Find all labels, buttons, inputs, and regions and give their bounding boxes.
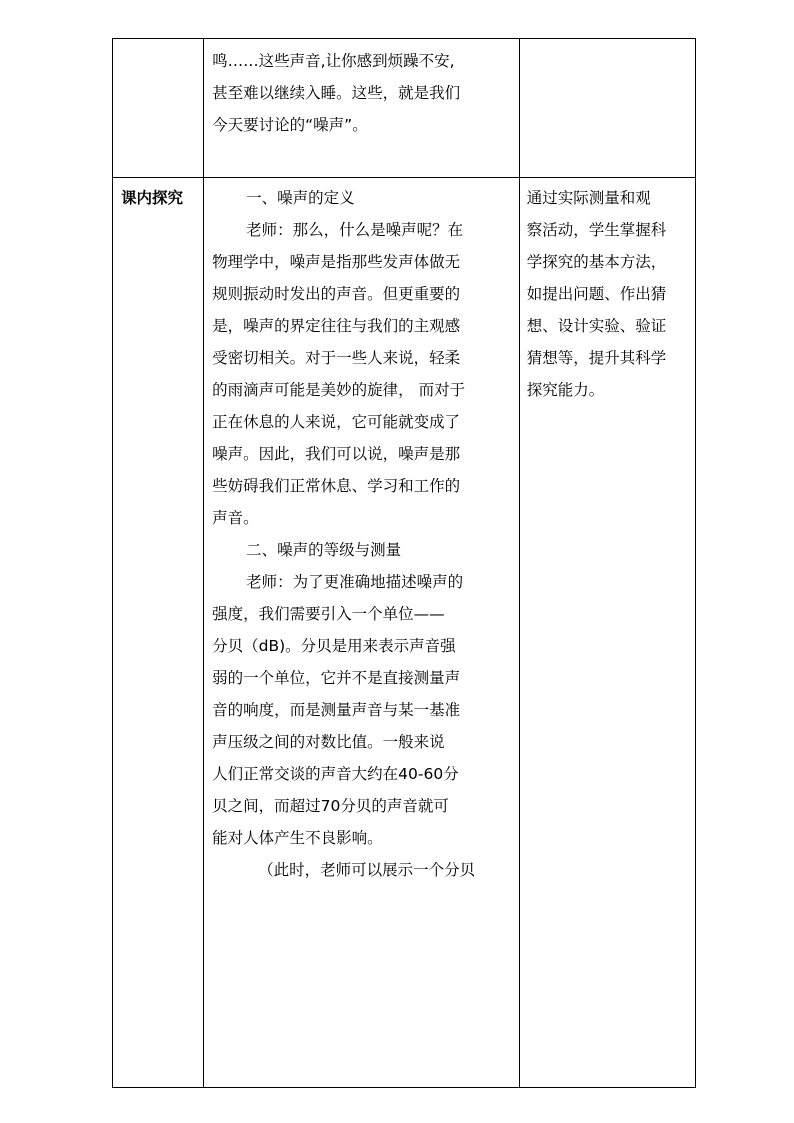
text-line: 分贝（dB)。分贝是用来表示声音强 (212, 637, 456, 655)
explore-label-cell (113, 178, 204, 1088)
explore-goal (520, 182, 695, 406)
goal-line: 通过实际测量和观 (526, 189, 651, 207)
text-line: 老师：那么，什么是噪声呢？在 (246, 221, 464, 239)
text-line: 今天要讨论的“噪声”。 (212, 116, 368, 134)
goal-line: 探究能力。 (526, 381, 605, 399)
text-line: 人们正常交谈的声音大约在40-60分 (212, 765, 459, 783)
section-label: 课内探究 (121, 189, 184, 207)
table-row-explore (113, 178, 696, 1088)
intro-goal-cell (519, 39, 695, 178)
heading-definition: 一、噪声的定义 (246, 189, 355, 207)
intro-label (113, 39, 203, 177)
text-line: 鸣……这些声音,让你感到烦躁不安, (212, 52, 455, 70)
goal-line: 想、设计实验、验证 (526, 317, 667, 335)
text-line: 噪声。因此，我们可以说，噪声是那 (212, 445, 461, 463)
text-line: 贝之间，而超过70分贝的声音就可 (212, 797, 449, 815)
explore-goal-cell (519, 178, 695, 1088)
goal-line: 猜想等，提升其科学 (526, 349, 667, 367)
goal-line: 察活动，学生掌握科 (526, 221, 667, 239)
table-row-intro (113, 39, 696, 178)
heading-measurement: 二、噪声的等级与测量 (246, 541, 402, 559)
text-line: 受密切相关。对于一些人来说，轻柔 (212, 349, 461, 367)
text-line: 能对人体产生不良影响。 (212, 829, 383, 847)
text-line: 物理学中，噪声是指那些发声体做无 (212, 253, 461, 271)
text-line: 声音。 (212, 509, 259, 527)
intro-label-cell (113, 39, 204, 178)
text-line: 声压级之间的对数比值。一般来说 (212, 733, 445, 751)
text-line: 弱的一个单位，它并不是直接测量声 (212, 669, 461, 687)
lesson-plan-table (112, 38, 696, 1088)
explore-content-cell (204, 178, 520, 1088)
explore-content (204, 182, 519, 886)
text-line: 音的响度，而是测量声音与某一基准 (212, 701, 461, 719)
goal-line: 如提出问题、作出猜 (526, 285, 667, 303)
text-line: 些妨碍我们正常休息、学习和工作的 (212, 477, 461, 495)
text-line: 强度，我们需要引入一个单位—— (212, 605, 445, 623)
text-line: 正在休息的人来说，它可能就变成了 (212, 413, 461, 431)
text-line: 是，噪声的界定往往与我们的主观感 (212, 317, 461, 335)
intro-content-cell (204, 39, 520, 178)
text-line: 老师：为了更准确地描述噪声的 (246, 573, 464, 591)
text-line: 规则振动时发出的声音。但更重要的 (212, 285, 461, 303)
text-line: 甚至难以继续入睡。这些，就是我们 (212, 84, 461, 102)
goal-line: 学探究的基本方法， (526, 253, 667, 271)
intro-content (204, 45, 519, 141)
text-line: 的雨滴声可能是美妙的旋律， 而对于 (212, 381, 466, 399)
text-line: （此时，老师可以展示一个分贝 (258, 861, 476, 879)
